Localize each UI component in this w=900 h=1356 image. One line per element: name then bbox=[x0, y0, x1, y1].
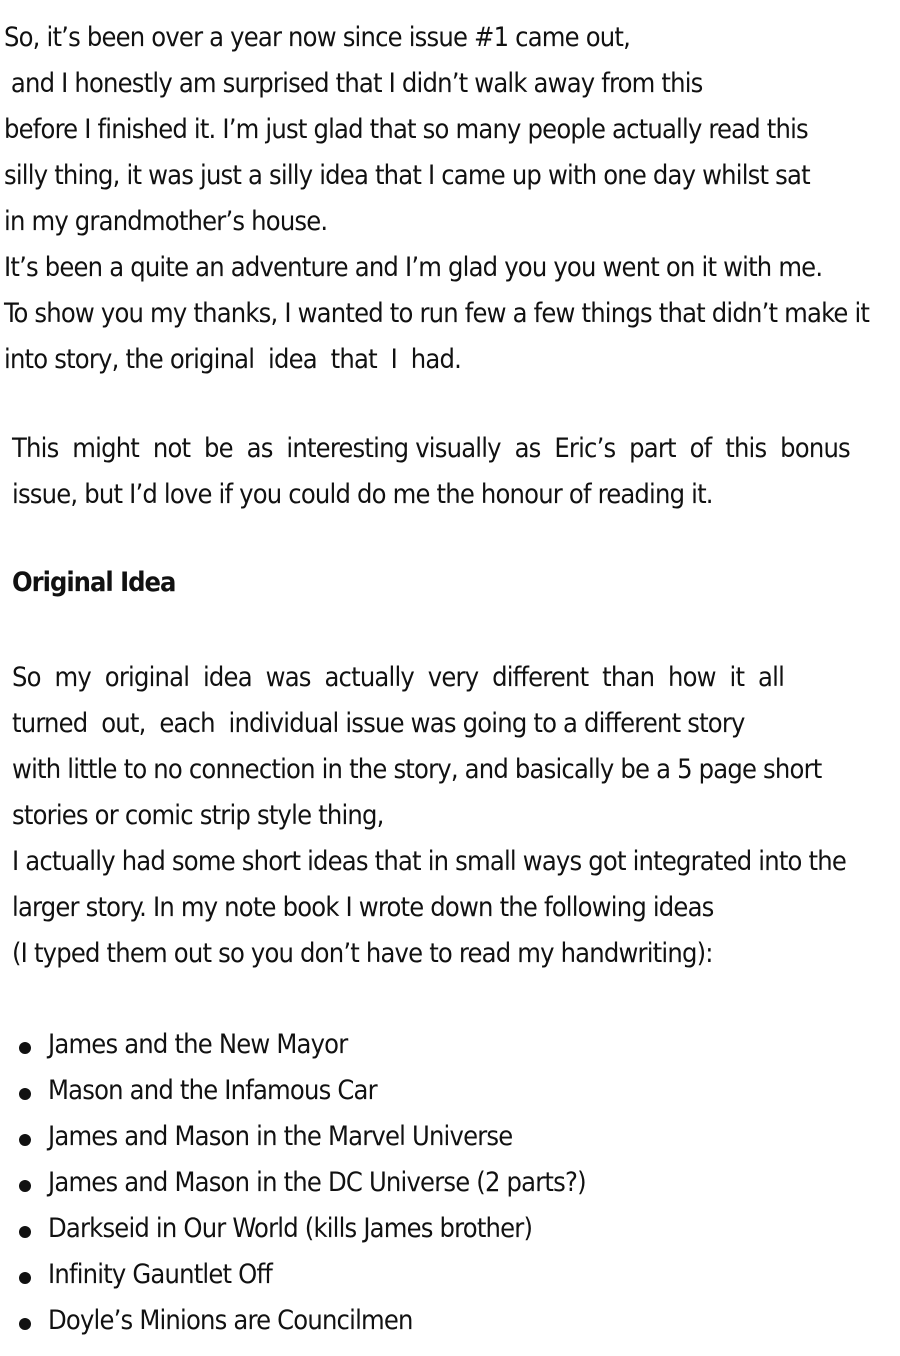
bullet-icon bbox=[19, 1134, 31, 1146]
body-line-5: I actually had some short ideas that in small ways got integrated into the bbox=[12, 846, 846, 877]
body-line-6: larger story. In my note book I wrote down the following ideas bbox=[12, 892, 714, 923]
bullet-icon bbox=[19, 1226, 31, 1238]
note-line-2: issue, but I’d love if you could do me the honour of reading it. bbox=[12, 479, 713, 510]
section-heading: Original Idea bbox=[12, 567, 176, 598]
bullet-icon bbox=[19, 1180, 31, 1192]
bullet-icon bbox=[19, 1272, 31, 1284]
body-line-4: stories or comic strip style thing, bbox=[12, 800, 384, 831]
list-item bbox=[0, 1210, 900, 1256]
list-item bbox=[0, 1118, 900, 1164]
intro-line-6: It’s been a quite an adventure and I’m glad you you went on it with me. bbox=[4, 252, 823, 283]
idea-text: James and Mason in the DC Universe (2 parts?) bbox=[48, 1167, 586, 1198]
intro-line-1: So, it’s been over a year now since issue #1 came out, bbox=[4, 22, 631, 53]
bullet-icon bbox=[19, 1318, 31, 1330]
bullet-icon bbox=[19, 1042, 31, 1054]
list-item bbox=[0, 1072, 900, 1118]
intro-line-5: in my grandmother’s house. bbox=[4, 206, 328, 237]
idea-text: James and the New Mayor bbox=[48, 1029, 348, 1060]
intro-line-2: and I honestly am surprised that I didn’t walk away from this bbox=[4, 68, 703, 99]
body-line-7: (I typed them out so you don’t have to read my handwriting): bbox=[12, 938, 713, 969]
list-item bbox=[0, 1302, 900, 1348]
list-item bbox=[0, 1164, 900, 1210]
idea-text: Doyle’s Minions are Councilmen bbox=[48, 1305, 413, 1336]
intro-line-3: before I finished it. I’m just glad that so many people actually read this bbox=[4, 114, 808, 145]
body-line-1: So my original idea was actually very different than how it all bbox=[12, 662, 785, 693]
list-item bbox=[0, 1256, 900, 1302]
intro-line-7: To show you my thanks, I wanted to run few a few things that didn’t make it bbox=[4, 298, 870, 329]
body-line-3: with little to no connection in the story, and basically be a 5 page short bbox=[12, 754, 822, 785]
idea-text: James and Mason in the Marvel Universe bbox=[48, 1121, 513, 1152]
intro-line-4: silly thing, it was just a silly idea that I came up with one day whilst sat bbox=[4, 160, 810, 191]
ideas-list bbox=[0, 1026, 900, 1348]
note-line-1: This might not be as interesting visually as Eric’s part of this bonus bbox=[12, 433, 850, 464]
body-line-2: turned out, each individual issue was going to a different story bbox=[12, 708, 745, 739]
idea-text: Darkseid in Our World (kills James brother) bbox=[48, 1213, 533, 1244]
intro-line-8: into story, the original idea that I had. bbox=[4, 344, 462, 375]
list-item bbox=[0, 1026, 900, 1072]
idea-text: Infinity Gauntlet Off bbox=[48, 1259, 272, 1290]
idea-text: Mason and the Infamous Car bbox=[48, 1075, 377, 1106]
bullet-icon bbox=[19, 1088, 31, 1100]
